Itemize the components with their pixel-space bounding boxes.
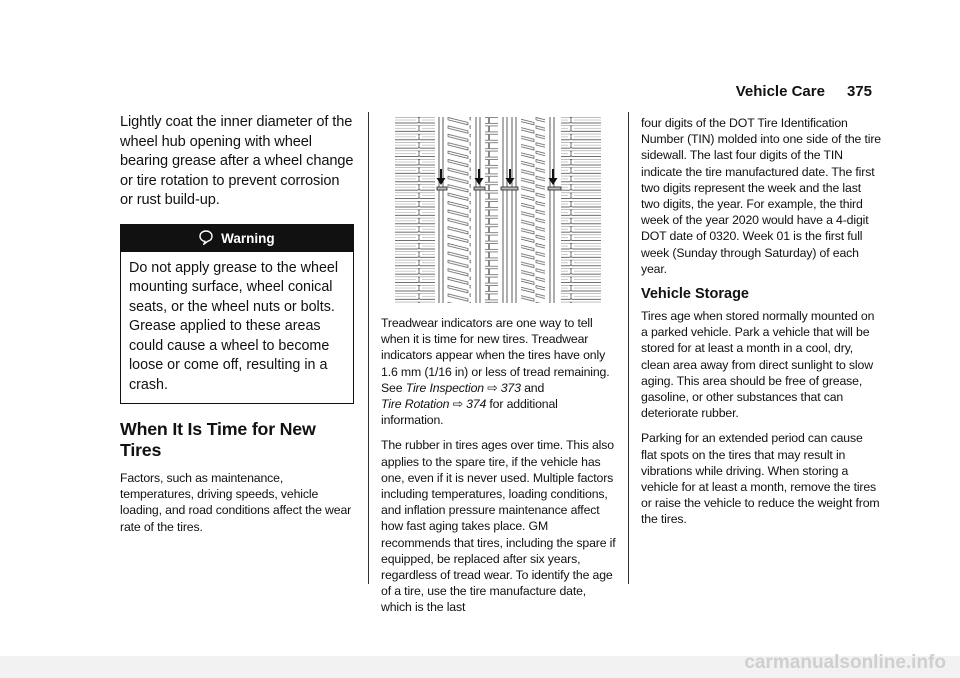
column-2 (381, 117, 616, 625)
treadwear-paragraph (381, 315, 616, 428)
column-divider-2 (628, 112, 629, 584)
warning-box (120, 224, 354, 405)
dot-date-paragraph: four digits of the DOT Tire Identification Number (TIN) molded into one side of the tire sidewall. The last four digits of the TIN indicate the tire manufactured date. The first two digits represent the week and the last two digits, the year. For example, the third week of the year 2020 would have a 4-digit DOT date of 0320. Week 01 is the first full week (Sunday through Saturday) of each year. (641, 116, 881, 276)
warning-icon (199, 231, 221, 246)
intro-paragraph: Lightly coat the inner diameter of the wheel hub opening with wheel bearing grease after a wheel change or tire rotation to prevent corrosion or rust build-up. (120, 114, 354, 208)
storage-paragraph-1: Tires age when stored normally mounted on a parked vehicle. Park a vehicle that will be stored for at least a month in a cool, dry, clean area away from direct sunlight to slow aging. This area should be free of grease, gasoline, or other substances that can deteriorate rubber. (641, 309, 875, 421)
column-3 (641, 115, 881, 537)
xref-page-373[interactable]: 373 (500, 380, 521, 395)
warning-title: Warning (221, 230, 275, 246)
wear-factors-paragraph: Factors, such as maintenance, temperatures, driving speeds, vehicle loading, and road conditions affect the wear rate of the tires. (120, 471, 352, 534)
column-divider-1 (368, 112, 369, 584)
section-heading: When It Is Time for New Tires (120, 419, 316, 460)
xref-arrow-icon: ⇨ (487, 380, 498, 395)
section-title: Vehicle Care (735, 83, 825, 100)
warning-header (121, 225, 353, 252)
column-1 (120, 113, 354, 544)
xref-tire-inspection[interactable]: Tire Inspection (405, 380, 484, 395)
running-header (736, 83, 872, 100)
watermark-text: carmanualsonline.info (744, 652, 946, 673)
footer-watermark-bar (0, 652, 960, 678)
tire-aging-paragraph: The rubber in tires ages over time. This also applies to the spare tire, if the vehicle has one, even if it is never used. Multiple factors including temperatures, loading conditions, and inflation pressure maintenance affect how fast aging takes place. GM recommends that tires, including the spare if equipped, be replaced after six years, regardless of tread wear. To identify the age of a tire, use the tire manufacture date, which is the last (381, 438, 616, 615)
xref-arrow-icon: ⇨ (452, 397, 463, 412)
xref-tire-rotation[interactable]: Tire Rotation (381, 397, 450, 412)
storage-paragraph-2: Parking for an extended period can cause flat spots on the tires that may result in vibrations while driving. When storing a vehicle for at least a month, remove the tires or raise the vehicle to reduce the weight from the tires. (641, 431, 880, 527)
page-number: 375 (846, 83, 872, 100)
treadwear-indicator-illustration (381, 117, 616, 303)
warning-body: Do not apply grease to the wheel mounting surface, wheel conical seats, or the wheel nuts or bolts. Grease applied to these areas could cause a wheel to become loose or come off, resulting in a crash. (129, 259, 339, 393)
vehicle-storage-heading: Vehicle Storage (641, 286, 749, 303)
treadwear-text-b: and (520, 380, 545, 395)
treadwear-text-c: for additional information. (381, 397, 558, 428)
treadwear-text-a: Treadwear indicators are one way to tell when it is time for new tires. Treadwear indicators appear when the tires have only 1.6 mm (1/16 in) or less of tread remaining. See (381, 316, 610, 395)
xref-page-374[interactable]: 374 (466, 397, 487, 412)
